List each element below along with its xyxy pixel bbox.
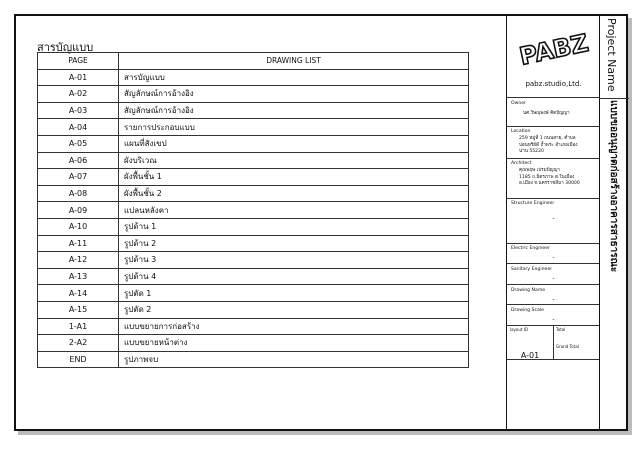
- drawing-name-cell: รูปด้าน 1: [119, 218, 469, 235]
- drawing-name-cell: แผนที่สังเขป: [119, 135, 469, 152]
- drawing-name-cell: ผังพื้นชั้น 2: [119, 185, 469, 202]
- drawing-name-cell: รูปภาพจบ: [119, 351, 469, 368]
- column-header-drawing-list: DRAWING LIST: [119, 53, 469, 70]
- divider: [507, 359, 600, 360]
- drawing-name-cell: แบบขยายหน้าต่าง: [119, 335, 469, 352]
- drawing-scale-label: Drawing Scale: [511, 308, 544, 313]
- frame-shadow-right: [628, 18, 632, 435]
- drawing-name-cell: แปลนหลังคา: [119, 202, 469, 219]
- location-label: Location: [511, 129, 531, 134]
- page-cell: A-13: [38, 268, 119, 285]
- table-row: [38, 268, 469, 285]
- company-logo: [507, 20, 600, 80]
- drawing-name-cell: รูปด้าน 3: [119, 252, 469, 269]
- divider: [507, 97, 600, 98]
- divider: [507, 158, 600, 159]
- architect-address: [519, 168, 580, 188]
- table-row: [38, 318, 469, 335]
- project-title: แบบขออนุญาตก่อสร้างอาคารสาธารณะ: [608, 100, 619, 273]
- owner-label: Owner: [511, 101, 526, 106]
- table-row: [38, 152, 469, 169]
- page-cell: A-09: [38, 202, 119, 219]
- divider: [553, 325, 554, 359]
- divider: [600, 98, 629, 99]
- table-row: [38, 69, 469, 86]
- table-row: [38, 235, 469, 252]
- drawing-name-cell: สัญลักษณ์การอ้างอิง: [119, 102, 469, 119]
- drawing-name-cell: แบบขยายการก่อสร้าง: [119, 318, 469, 335]
- drawing-name-label: Drawing Name: [511, 288, 546, 293]
- drawing-name-cell: รูปด้าน 4: [119, 268, 469, 285]
- page-cell: A-10: [38, 218, 119, 235]
- frame-shadow-bottom: [18, 431, 632, 435]
- page-cell: END: [38, 351, 119, 368]
- page-cell: 2-A2: [38, 335, 119, 352]
- architect-line: 1185 ถ.มิตรภาพ ต.ในเมือง: [519, 174, 575, 180]
- architect-line: คุณพฤษ เปรมปัญญา: [519, 168, 560, 173]
- electric-engineer-value: -: [552, 254, 555, 261]
- table-row: [38, 335, 469, 352]
- column-header-page: PAGE: [38, 53, 119, 70]
- layout-id-label: layout ID: [510, 327, 529, 332]
- page-cell: A-01: [38, 69, 119, 86]
- drawing-name-cell: รูปตัด 1: [119, 285, 469, 302]
- divider: [507, 304, 600, 305]
- page-cell: A-04: [38, 119, 119, 136]
- structure-engineer-label: Structure Engineer: [511, 201, 555, 206]
- owner-value: นศ.วิษณุพงษ์ คิดปัญญา: [523, 111, 570, 116]
- table-row: [38, 102, 469, 119]
- title-block: [506, 14, 599, 431]
- sanitary-engineer-label: Sanitary Engineer: [511, 267, 553, 272]
- page-cell: A-06: [38, 152, 119, 169]
- table-row: [38, 169, 469, 186]
- divider: [507, 243, 600, 244]
- table-row: [38, 351, 469, 368]
- page-cell: A-05: [38, 135, 119, 152]
- page-cell: A-02: [38, 86, 119, 103]
- page-cell: A-03: [38, 102, 119, 119]
- divider: [507, 198, 600, 199]
- page-cell: A-07: [38, 169, 119, 186]
- drawing-name-cell: รายการประกอบแบบ: [119, 119, 469, 136]
- page-cell: A-11: [38, 235, 119, 252]
- location-address: [519, 136, 578, 156]
- logo-wordmark: PABZ: [517, 28, 591, 71]
- sanitary-engineer-value: -: [552, 275, 555, 282]
- page-cell: A-08: [38, 185, 119, 202]
- location-line: น่าน 55220: [519, 149, 544, 154]
- table-row: [38, 285, 469, 302]
- table-row: [38, 185, 469, 202]
- drawing-name-cell: รูปตัด 2: [119, 301, 469, 318]
- page-cell: A-12: [38, 252, 119, 269]
- divider: [507, 263, 600, 264]
- table-row: [38, 86, 469, 103]
- drawing-name-cell: ผังพื้นชั้น 1: [119, 169, 469, 186]
- architect-line: อ.เมือง จ.นครราชสีมา 30000: [519, 181, 580, 186]
- location-line: 259 หมู่ที่ 1 ถนนสาย, ตำบล: [519, 136, 576, 141]
- table-row: [38, 301, 469, 318]
- drawing-index-table: [37, 52, 469, 368]
- layout-id-value: A-01: [520, 351, 540, 360]
- page-cell: A-14: [38, 285, 119, 302]
- drawing-name-value: -: [552, 296, 555, 303]
- structure-engineer-value: -: [552, 215, 555, 222]
- table-row: [38, 135, 469, 152]
- divider: [507, 126, 600, 127]
- drawing-scale-value: -: [552, 316, 555, 323]
- table-row: [38, 218, 469, 235]
- architect-label: Architect: [511, 161, 532, 166]
- drawing-name-cell: สัญลักษณ์การอ้างอิง: [119, 86, 469, 103]
- divider: [507, 284, 600, 285]
- table-header-row: [38, 53, 469, 70]
- location-line: ปอนทรีย์ดี ถ้ำพระ อำเภอเมือง: [519, 142, 578, 148]
- sheet-title: สารบัญแบบ: [37, 41, 94, 54]
- drawing-name-cell: ผังบริเวณ: [119, 152, 469, 169]
- project-name-label: Project Name: [605, 18, 618, 92]
- grand-total-label: Grand Total: [556, 344, 579, 349]
- drawing-name-cell: สารบัญแบบ: [119, 69, 469, 86]
- table-row: [38, 202, 469, 219]
- page-cell: A-15: [38, 301, 119, 318]
- company-name: pabz.studio,Ltd.: [525, 80, 582, 88]
- total-label: Total: [556, 327, 566, 332]
- table-row: [38, 119, 469, 136]
- drawing-name-cell: รูปด้าน 2: [119, 235, 469, 252]
- page-cell: 1-A1: [38, 318, 119, 335]
- electric-engineer-label: Electric Engineer: [511, 246, 550, 251]
- table-row: [38, 252, 469, 269]
- project-side-strip: [599, 14, 628, 431]
